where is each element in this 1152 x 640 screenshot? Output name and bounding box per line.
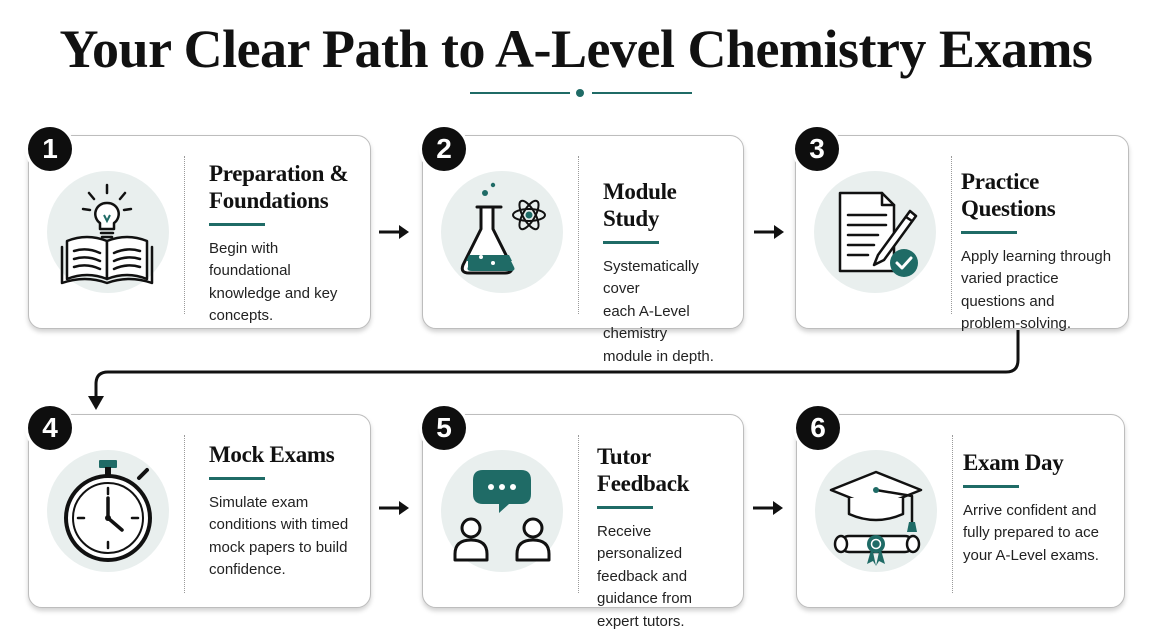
step-card-4 bbox=[28, 414, 371, 608]
step-badge-1: 1 bbox=[28, 127, 72, 171]
open-book-lightbulb-icon bbox=[47, 171, 169, 293]
card-divider bbox=[952, 435, 953, 593]
step-badge-6: 6 bbox=[796, 406, 840, 450]
step-badge-2: 2 bbox=[422, 127, 466, 171]
step-card-5 bbox=[422, 414, 744, 630]
step-card-2 bbox=[422, 135, 744, 365]
flask-atom-icon bbox=[441, 171, 563, 293]
card-divider bbox=[951, 156, 952, 314]
title-divider bbox=[470, 86, 692, 100]
card-divider bbox=[578, 156, 579, 314]
step-description: Systematically cover each A-Level chemistry module in depth. bbox=[603, 257, 714, 365]
arrow-1-to-2-icon bbox=[377, 222, 411, 242]
step-badge-5: 5 bbox=[422, 406, 466, 450]
step-badge-3: 3 bbox=[795, 127, 839, 171]
arrow-5-to-6-icon bbox=[751, 498, 785, 518]
step-card-3 bbox=[795, 135, 1129, 332]
arrow-4-to-5-icon bbox=[377, 498, 411, 518]
step-description: Arrive confident and fully prepared to ace your A-Level exams. bbox=[963, 501, 1099, 564]
stopwatch-icon bbox=[47, 450, 169, 572]
step-description: Receive personalized feedback and guidance from expert tutors. bbox=[597, 522, 693, 630]
card-divider bbox=[578, 435, 579, 593]
document-pencil-check-icon bbox=[814, 171, 936, 293]
step-title: Tutor Feedback bbox=[597, 444, 690, 496]
graduation-cap-diploma-icon bbox=[815, 450, 937, 572]
step-title: Practice Questions bbox=[961, 169, 1056, 221]
card-divider bbox=[184, 156, 185, 314]
card-divider bbox=[184, 435, 185, 593]
step-title: Preparation & Foundations bbox=[209, 161, 349, 213]
step-title: Exam Day bbox=[963, 450, 1064, 475]
page-title: Your Clear Path to A-Level Chemistry Exams bbox=[59, 19, 1093, 79]
step-description: Apply learning through varied practice questions and problem-solving. bbox=[961, 247, 1112, 332]
step-description: Begin with foundational knowledge and key concepts. bbox=[209, 239, 338, 324]
chat-people-icon bbox=[441, 450, 563, 572]
step-card-6 bbox=[796, 414, 1125, 608]
arrow-2-to-3-icon bbox=[752, 222, 786, 242]
step-title: Mock Exams bbox=[209, 442, 335, 467]
step-badge-4: 4 bbox=[28, 406, 72, 450]
step-title: Module Study bbox=[603, 179, 677, 231]
step-description: Simulate exam conditions with timed mock papers to build confidence. bbox=[209, 493, 349, 578]
step-card-1 bbox=[28, 135, 371, 329]
